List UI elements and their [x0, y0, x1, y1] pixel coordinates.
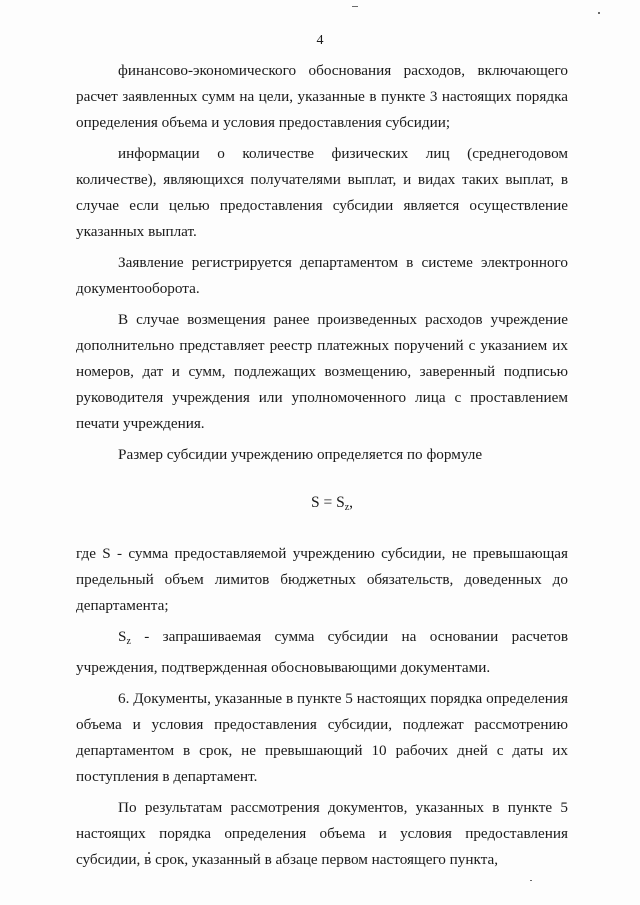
subsidy-formula [76, 490, 568, 521]
scan-speck [598, 12, 600, 14]
paragraph-registration: Заявление регистрируется департаментом в системе электронного документооборота. [76, 254, 568, 297]
formula-lhs: S = S [310, 494, 345, 511]
formula-subscript: z [344, 502, 350, 513]
paragraph-reimbursement: В случае возмещения ранее произведенных расходов учреждение дополнительно представляет реестр платежных поручений с указанием их номеров, дат и сумм, подлежащих возмещению, заверенный подписью руководителя учреждения или уполномоченного лица с проставлением печати учреждения. [76, 311, 568, 432]
page-number: 4 [316, 33, 324, 48]
formula-tail: , [349, 494, 354, 511]
document-body [76, 58, 568, 873]
scan-speck [352, 6, 358, 7]
paragraph-item-6: 6. Документы, указанные в пункте 5 настоящих порядка определения объема и условия предоставления субсидии, подлежат рассмотрению департаментом в срок, не превышающий 10 рабочих дней с даты их поступления в департамент. [76, 690, 568, 785]
sz-subscript: z [126, 636, 131, 647]
sz-text: - запрашиваемая сумма субсидии на основании расчетов учреждения, подтвержденная обосновывающими документами. [76, 628, 568, 676]
sz-symbol: S [118, 628, 127, 645]
paragraph-justification: финансово-экономического обоснования расходов, включающего расчет заявленных сумм на цели, указанные в пункте 3 настоящих порядка определения объема и условия предоставления субсидии; [76, 62, 568, 131]
paragraph-formula-intro: Размер субсидии учреждению определяется по формуле [118, 446, 483, 463]
scan-speck [530, 880, 532, 881]
paragraph-review-results: По результатам рассмотрения документов, указанных в пункте 5 настоящих порядка определения объема и условия предоставления субсидии, в срок, указанный в абзаце первом настоящего пункта, [76, 799, 568, 868]
paragraph-recipients-info: информации о количестве физических лиц (среднегодовом количестве), являющихся получателями выплат, и видах таких выплат, в случае если целью предоставления субсидии является осуществление указанных выплат. [76, 145, 568, 240]
paragraph-where-s: где S - сумма предоставляемой учреждению субсидии, не превышающая предельный объем лимитов бюджетных обязательств, доведенных до департамента; [76, 545, 568, 614]
paragraph-sz-definition [76, 624, 568, 681]
